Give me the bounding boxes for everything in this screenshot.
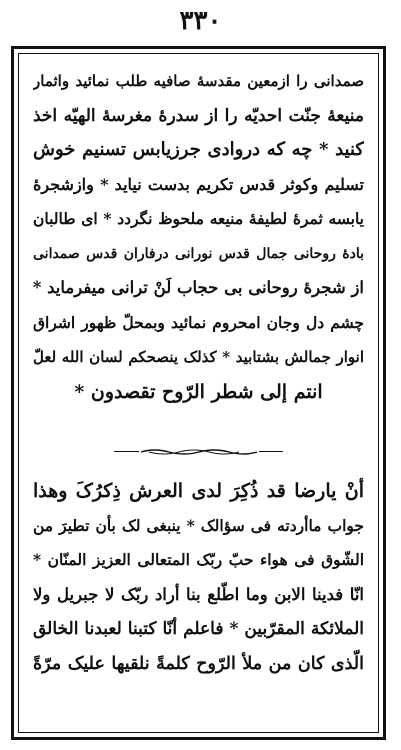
text-line: انّا فدینا الابن وما اطّلع بنا أراد ربّک لا جبریل ولا — [33, 584, 364, 604]
arabic-passage — [33, 474, 364, 681]
text-line: کنید * چه که دروادی جرزیابس تسنیم خوش — [33, 139, 364, 160]
text-line: الملائکة المقرّبین * فاعلم أنّا کتبنا لعبدنا الخالق — [33, 619, 364, 639]
text-line: صمدانی را ازمعین مقدسهٔ صافیه طلب نمائید واثمار — [33, 72, 364, 90]
text-line: چشم دل وجان امحروم نمائید وبمحلّ ظهور اشراق — [33, 312, 364, 332]
section-divider — [114, 448, 283, 456]
text-line: انتم إلی شطر الرّوح تقصدون * — [74, 380, 323, 403]
text-line: الّذی کان من ملأ الرّوح کلمةً نلقیها علیک مرّةً — [33, 653, 364, 674]
text-line: از شجرهٔ روحانی بی حجاب لَنْ ترانی میفرماید * — [33, 278, 364, 297]
persian-passage — [33, 64, 364, 409]
text-line: یابسه ثمرهٔ لطیفهٔ منیعه ملحوظ نگردد * ای طالبان — [33, 209, 364, 228]
text-line: جواب ماأردته فی سؤالک * ینبغی لک بأن تطیرَ من — [33, 515, 364, 535]
text-line: منیعهٔ جنّت احدیّه را از سدرهٔ مغرسهٔ الهیّه اخذ — [33, 105, 364, 126]
page-number: ٣٣٠ — [179, 6, 222, 36]
text-line: أنْ یارضا قد ذُکِرَ لدی العرش ذِکرُکَ وهذا — [33, 480, 364, 502]
divider-flourish-icon — [139, 448, 259, 456]
text-line: الشّوق فی هواء حبّ ربّک المتعالی العزیز المنّان * — [33, 550, 364, 569]
text-line: بادهٔ روحانی جمال قدس نورانی درفاران قدس صمدانی — [33, 245, 364, 262]
page-frame — [11, 46, 386, 740]
text-line: انوار جمالش بشتابید * کذلک ینصحکم لسان الله لعلّ — [33, 348, 364, 366]
page-frame-inner — [18, 53, 379, 733]
text-line: تسلیم وکوثر قدس تکریم بدست نیاید * وازشجرهٔ — [33, 174, 364, 194]
